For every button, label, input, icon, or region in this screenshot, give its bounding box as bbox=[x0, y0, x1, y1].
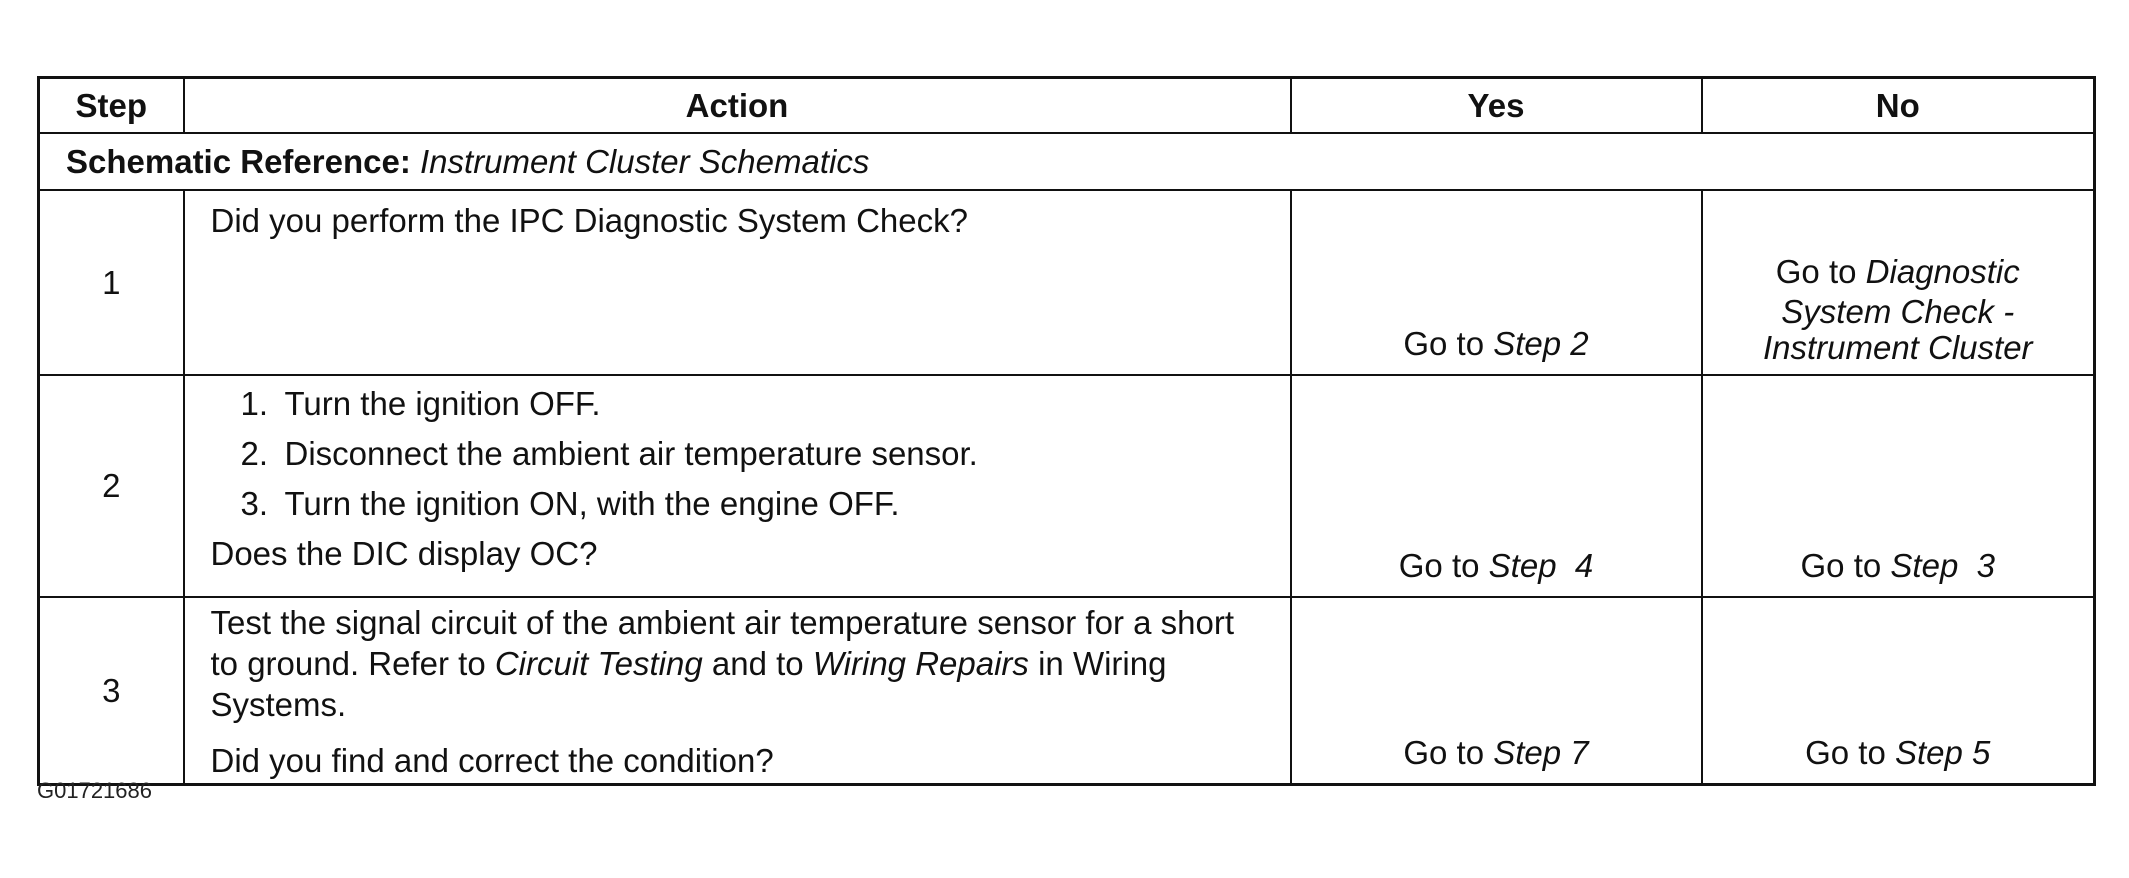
circuit-testing-link[interactable]: Circuit Testing bbox=[494, 645, 703, 682]
no-link-line2[interactable]: System Check - bbox=[1781, 293, 2015, 330]
no-cell bbox=[1702, 597, 2095, 785]
no-cell bbox=[1702, 375, 2095, 597]
yes-link[interactable]: Step 4 bbox=[1488, 547, 1594, 584]
yes-prefix: Go to bbox=[1398, 547, 1489, 584]
table-row bbox=[39, 190, 2095, 375]
step-number: 1 bbox=[39, 190, 184, 375]
no-cell bbox=[1702, 190, 2095, 375]
schematic-reference-label: Schematic Reference: bbox=[66, 142, 411, 180]
schematic-reference-row bbox=[39, 133, 2095, 190]
yes-link[interactable]: Step 2 bbox=[1493, 325, 1589, 362]
schematic-reference bbox=[39, 133, 2095, 190]
no-prefix: Go to bbox=[1805, 734, 1895, 771]
yes-cell bbox=[1291, 597, 1702, 785]
step-number: 2 bbox=[39, 375, 184, 597]
substep-list bbox=[211, 382, 1270, 526]
substep-item: 3. Turn the ignition ON, with the engine OFF. bbox=[240, 485, 900, 522]
action-question: Does the DIC display OC? bbox=[210, 535, 598, 572]
action-question: Did you find and correct the condition? bbox=[210, 742, 774, 779]
action-cell bbox=[184, 597, 1291, 785]
yes-cell bbox=[1291, 190, 1702, 375]
yes-prefix: Go to bbox=[1403, 734, 1494, 771]
header-step: Step bbox=[39, 78, 184, 134]
no-link[interactable]: Diagnostic bbox=[1865, 253, 2020, 290]
yes-prefix: Go to bbox=[1403, 325, 1494, 362]
header-action: Action bbox=[184, 78, 1291, 134]
step-number: 3 bbox=[39, 597, 184, 785]
table-row bbox=[39, 375, 2095, 597]
substep-item: 1. Turn the ignition OFF. bbox=[240, 385, 601, 422]
header-no: No bbox=[1702, 78, 2095, 134]
action-cell bbox=[184, 190, 1291, 375]
header-yes: Yes bbox=[1291, 78, 1702, 134]
table-row bbox=[39, 597, 2095, 785]
header-row bbox=[39, 78, 2095, 134]
action-cell bbox=[184, 375, 1291, 597]
no-prefix: Go to bbox=[1775, 253, 1866, 290]
no-link[interactable]: Step 3 bbox=[1890, 547, 1995, 584]
no-prefix: Go to bbox=[1800, 547, 1891, 584]
no-link[interactable]: Step 5 bbox=[1894, 734, 1991, 771]
yes-cell bbox=[1291, 375, 1702, 597]
schematic-reference-link[interactable]: Instrument Cluster Schematics bbox=[420, 142, 870, 180]
yes-link[interactable]: Step 7 bbox=[1493, 734, 1589, 771]
no-link-line3[interactable]: Instrument Cluster bbox=[1762, 329, 2033, 366]
substep-item: 2. Disconnect the ambient air temperature sensor. bbox=[240, 435, 978, 472]
diagnostic-table bbox=[37, 76, 2096, 786]
action-text: Test the signal circuit of the ambient air temperature sensor for a short to ground. Refer to Circuit Testing and to Wiring Repairs in Wiring Systems. bbox=[210, 604, 1234, 723]
wiring-repairs-link[interactable]: Wiring Repairs bbox=[812, 645, 1029, 682]
action-question: Did you perform the IPC Diagnostic System Check? bbox=[210, 202, 968, 239]
figure-code: G01721686 bbox=[37, 778, 152, 803]
